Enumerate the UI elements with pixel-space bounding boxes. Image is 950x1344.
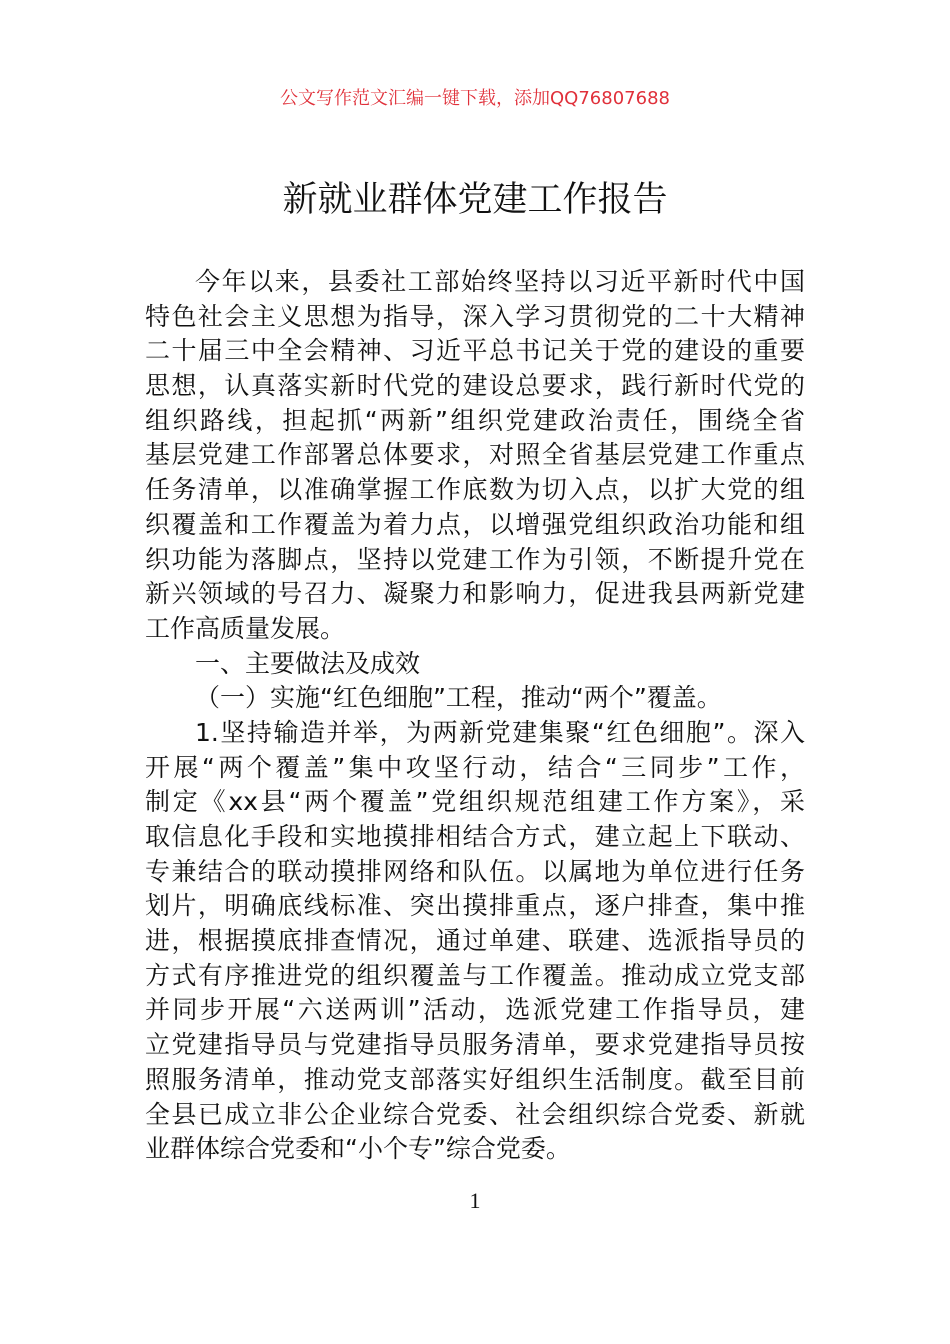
- text-line: 1.坚持输造并举，为两新党建集聚“红色细胞”。深入: [195, 717, 805, 747]
- page-number: 1: [469, 1188, 481, 1213]
- text-line: 专兼结合的联动摸排网络和队伍。以属地为单位进行任务: [145, 856, 805, 886]
- text-line: 一、主要做法及成效: [195, 648, 421, 678]
- paragraph: [145, 265, 805, 647]
- text-line: 开展“两个覆盖”集中攻坚行动，结合“三同步”工作，: [145, 752, 805, 782]
- text-line: 方式有序推进党的组织覆盖与工作覆盖。推动成立党支部: [145, 960, 805, 990]
- text-line: 立党建指导员与党建指导员服务清单，要求党建指导员按: [145, 1030, 805, 1060]
- text-line: 特色社会主义思想为指导，深入学习贯彻党的二十大精神: [145, 301, 805, 331]
- text-line: 思想，认真落实新时代党的建设总要求，践行新时代党的: [145, 371, 805, 401]
- text-line: 进，根据摸底排查情况，通过单建、联建、选派指导员的: [145, 926, 805, 956]
- text-line: 并同步开展“六送两训”活动，选派党建工作指导员，建: [145, 995, 805, 1025]
- text-line: 照服务清单，推动党支部落实好组织生活制度。截至目前: [145, 1064, 805, 1094]
- text-line: （一）实施“红色细胞”工程，推动“两个”覆盖。: [195, 683, 722, 713]
- text-line: 工作高质量发展。: [145, 613, 346, 643]
- document-title: 新就业群体党建工作报告: [282, 180, 668, 220]
- text-line: 今年以来，县委社工部始终坚持以习近平新时代中国: [195, 267, 805, 296]
- section-heading: [145, 647, 805, 682]
- text-line: 业群体综合党委和“小个专”综合党委。: [145, 1134, 571, 1164]
- text-line: 划片，明确底线标准、突出摸排重点，逐户排查，集中推: [145, 891, 805, 921]
- text-line: 任务清单，以准确掌握工作底数为切入点，以扩大党的组: [145, 475, 805, 505]
- download-banner: 公文写作范文汇编一键下载，添加QQ76807688: [280, 88, 670, 109]
- text-line: 全县已成立非公企业综合党委、社会组织综合党委、新就: [145, 1099, 805, 1129]
- paragraph: [145, 716, 805, 1167]
- text-line: 制定《xx县“两个覆盖”党组织规范组建工作方案》，采: [145, 787, 805, 817]
- text-line: 织功能为落脚点，坚持以党建工作为引领，不断提升党在: [145, 544, 805, 574]
- subsection-heading: [145, 681, 805, 716]
- text-line: 新兴领域的号召力、凝聚力和影响力，促进我县两新党建: [145, 579, 805, 609]
- text-line: 组织路线，担起抓“两新”组织党建政治责任，围绕全省: [145, 405, 805, 435]
- text-line: 取信息化手段和实地摸排相结合方式，建立起上下联动、: [145, 822, 805, 851]
- document-body: [145, 265, 805, 1167]
- text-line: 织覆盖和工作覆盖为着力点，以增强党组织政治功能和组: [145, 509, 805, 539]
- text-line: 基层党建工作部署总体要求，对照全省基层党建工作重点: [145, 440, 805, 470]
- text-line: 二十届三中全会精神、习近平总书记关于党的建设的重要: [145, 336, 805, 366]
